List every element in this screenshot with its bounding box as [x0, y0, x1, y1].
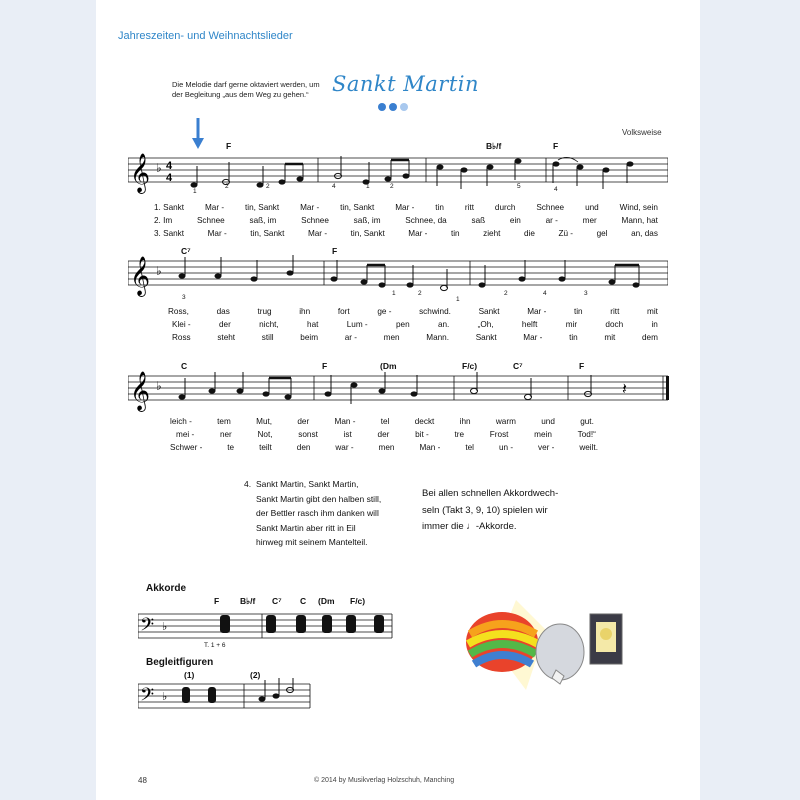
octave-note: Die Melodie darf gerne oktaviert werden, um der Begleitung „aus dem Weg zu gehen.“ [172, 80, 320, 99]
lyric-syllable: Mar - [207, 229, 227, 238]
lyric-syllable: 3. Sankt [154, 229, 185, 238]
lyric-syllable: Sankt [478, 307, 500, 316]
fingering: 1 [456, 296, 460, 303]
verse-4 [244, 477, 382, 550]
lyric-syllable: tin, Sankt [245, 203, 280, 212]
chord-label: B♭/f [240, 596, 256, 606]
lyric-syllable: Ross [172, 333, 191, 342]
lyric-syllable: ritt [610, 307, 620, 316]
fingering: 5 [517, 183, 521, 190]
lyric-syllable: men [378, 443, 395, 452]
down-arrow-icon [191, 118, 205, 150]
lyric-syllable: Tod!“ [577, 430, 596, 439]
lyric-syllable: pen [395, 320, 410, 329]
lyric-syllable: Schnee [196, 216, 225, 225]
fingering: 4 [543, 290, 547, 297]
lyric-syllable: saß [471, 216, 486, 225]
fingering: 4 [554, 186, 558, 193]
lyric-syllable: helft [521, 320, 538, 329]
chord-label: F [322, 361, 328, 371]
lyric-syllable: in [651, 320, 658, 329]
lyric-syllable: men [383, 333, 400, 342]
lyric-syllable: ritt [464, 203, 474, 212]
melody-staff-2 [128, 255, 668, 305]
difficulty-dot [389, 103, 397, 111]
lyric-syllable: tin, Sankt [350, 229, 385, 238]
difficulty-dots [378, 103, 408, 111]
verse-line: Sankt Martin, Sankt Martin, [256, 479, 359, 489]
lyric-line [176, 430, 596, 439]
lyric-syllable: tem [217, 417, 231, 426]
svg-text:4: 4 [166, 160, 173, 172]
lyric-syllable: Mar - [307, 229, 328, 238]
lyric-syllable: Man - [419, 443, 441, 452]
lyric-syllable: saß, im [249, 216, 277, 225]
lyric-syllable: bit - [415, 430, 429, 439]
lyric-syllable: warm [495, 417, 516, 426]
lyric-line [170, 443, 598, 452]
lyric-syllable: tin [450, 229, 460, 238]
lyric-syllable: Mut, [256, 417, 273, 426]
lyric-syllable: und [585, 203, 599, 212]
lyric-syllable: ist [343, 430, 352, 439]
lyric-syllable: gut. [580, 417, 594, 426]
lyric-syllable: zieht [483, 229, 501, 238]
lyric-syllable: still [261, 333, 274, 342]
lyric-syllable: dem [642, 333, 658, 342]
lyric-syllable: deckt [414, 417, 435, 426]
fingering: 2 [225, 183, 229, 190]
lyric-syllable: war - [335, 443, 354, 452]
lyric-syllable: ihn [299, 307, 311, 316]
lyric-syllable: Schnee, da [405, 216, 447, 225]
chord-label: F [214, 596, 220, 606]
chord-label: F [579, 361, 585, 371]
melody-staff-1 [128, 152, 668, 202]
svg-text:𝄞: 𝄞 [130, 256, 151, 296]
svg-text:♭: ♭ [162, 620, 168, 633]
page-number: 48 [138, 776, 147, 785]
chord-label: C⁷ [181, 246, 191, 256]
fingering: 1 [366, 183, 370, 190]
lyric-syllable: doch [605, 320, 624, 329]
svg-text:𝄞: 𝄞 [130, 371, 151, 411]
tip-line: immer die ♩-Akkorde. [422, 521, 517, 532]
lyric-syllable: „Oh, [477, 320, 494, 329]
lyric-syllable: ge - [377, 307, 392, 316]
lyric-syllable: Mar - [204, 203, 225, 212]
lyric-syllable: der [218, 320, 231, 329]
lyric-syllable: Schnee [301, 216, 329, 225]
lyric-syllable: tin [569, 333, 578, 342]
chord-label: B♭/f [486, 141, 502, 151]
difficulty-dot [378, 103, 386, 111]
lyric-syllable: schwind. [419, 307, 451, 316]
melody-staff-3 [128, 370, 670, 420]
verse-line: der Bettler rasch ihm danken will [256, 508, 379, 519]
lyric-syllable: den [296, 443, 311, 452]
begleit-heading: Begleitfiguren [146, 657, 214, 668]
svg-text:𝄽: 𝄽 [622, 379, 627, 398]
lyric-syllable: Mar - [408, 229, 428, 238]
lyric-syllable: mit [647, 307, 658, 316]
lyric-syllable: leich - [170, 417, 192, 426]
fingering: 2 [504, 290, 508, 297]
svg-text:♭: ♭ [156, 379, 162, 393]
chord-label: C⁷ [513, 361, 523, 371]
lyric-syllable: Mar - [527, 307, 547, 316]
lyric-syllable: te [227, 443, 235, 452]
lyric-syllable: Not, [257, 430, 273, 439]
lyric-line [170, 417, 594, 426]
lyric-syllable: tin [435, 203, 444, 212]
lyric-syllable: Mar - [300, 203, 320, 212]
lyric-syllable: Mar - [523, 333, 543, 342]
fingering: 2 [266, 183, 270, 190]
lyric-line [168, 307, 658, 316]
svg-text:𝄞: 𝄞 [130, 153, 151, 193]
fingering: 1 [392, 290, 396, 297]
lyric-syllable: ein [509, 216, 521, 225]
lyric-syllable: an. [437, 320, 450, 329]
svg-text:𝄢: 𝄢 [140, 615, 155, 640]
lyric-syllable: sonst [298, 430, 318, 439]
lyric-syllable: Lum - [346, 320, 368, 329]
lyric-syllable: Sankt [475, 333, 497, 342]
lyric-syllable: mit [604, 333, 616, 342]
lyric-syllable: trug [257, 307, 272, 316]
lyric-syllable: gel [596, 229, 608, 238]
lyric-syllable: tin, Sankt [340, 203, 375, 212]
lyric-syllable: tel [465, 443, 474, 452]
fingering: 3 [182, 294, 186, 301]
lyric-syllable: 2. Im [154, 216, 173, 225]
chord-label: C [300, 596, 307, 606]
chord-label: F [226, 141, 232, 151]
svg-text:♭: ♭ [156, 161, 162, 175]
lyric-syllable: Mann. [426, 333, 450, 342]
lyric-syllable: Man - [334, 417, 356, 426]
lyric-syllable: ar - [344, 333, 357, 342]
chord-label: (Dm [380, 361, 397, 371]
lyric-syllable: mein [534, 430, 552, 439]
tip-line: seln (Takt 3, 9, 10) spielen wir [422, 504, 548, 516]
songbook-page [96, 0, 700, 800]
lyric-syllable: ner [219, 430, 232, 439]
svg-text:♭: ♭ [156, 264, 162, 278]
chord-label: C⁷ [272, 596, 282, 606]
lyric-syllable: fort [337, 307, 350, 316]
lyric-syllable: tel [380, 417, 390, 426]
copyright: © 2014 by Musikverlag Holzschuh, Manching [314, 777, 455, 784]
fingering: 4 [332, 183, 336, 190]
lyric-syllable: tin [573, 307, 583, 316]
lyric-syllable: das [216, 307, 230, 316]
lyric-syllable: Klei - [172, 320, 191, 329]
lyric-syllable: steht [217, 333, 236, 342]
tip-line: Bei allen schnellen Akkordwech- [422, 488, 559, 499]
verse-number: 4. [244, 479, 252, 489]
lyric-syllable: Schnee [536, 203, 565, 212]
bass-staff-begleit [138, 678, 312, 718]
lyric-syllable: der [297, 417, 310, 426]
lyric-syllable: der [377, 430, 390, 439]
lyric-syllable: Zü - [558, 229, 574, 238]
lyric-syllable: weilt. [579, 443, 598, 452]
lyric-syllable: mir [565, 320, 578, 329]
lyric-syllable: hat [307, 320, 319, 329]
lyric-syllable: Mann, hat [621, 216, 658, 225]
figure-label: (2) [250, 670, 261, 680]
lyric-syllable: Wind, sein [619, 203, 658, 212]
song-origin: Volksweise [622, 128, 662, 137]
bass-staff-akkorde [138, 608, 394, 648]
section-header: Jahreszeiten- und Weihnachtslieder [118, 30, 293, 42]
lyric-syllable: ihn [459, 417, 471, 426]
lyric-syllable: mer [582, 216, 597, 225]
lyric-syllable: an, das [631, 229, 658, 238]
chord-label: F [553, 141, 559, 151]
lyric-syllable: nicht, [259, 320, 279, 329]
lyric-syllable: beim [300, 333, 319, 342]
verse-line: hinweg mit seinem Mantelteil. [256, 537, 368, 548]
takt-note: T. 1 + 6 [204, 642, 226, 649]
lyric-line [154, 203, 658, 212]
fingering: 1 [193, 188, 197, 195]
lyric-syllable: Frost [489, 430, 509, 439]
akkorde-heading: Akkorde [146, 583, 187, 594]
chord-label: F [332, 246, 338, 256]
lantern-illustration [456, 590, 626, 700]
svg-text:♭: ♭ [162, 690, 168, 703]
lyric-syllable: und [541, 417, 555, 426]
lyric-syllable: saß, im [353, 216, 381, 225]
lyric-syllable: un - [498, 443, 514, 452]
lyric-syllable: Mar - [395, 203, 415, 212]
lyric-syllable: tre [454, 430, 465, 439]
figure-label: (1) [184, 670, 195, 680]
difficulty-dot [400, 103, 408, 111]
fingering: 2 [418, 290, 422, 297]
lyric-syllable: mei - [176, 430, 195, 439]
lyric-syllable: 1. Sankt [154, 203, 185, 212]
lyric-syllable: tin, Sankt [250, 229, 285, 238]
chord-label: (Dm [318, 596, 335, 606]
verse-line: Sankt Martin gibt den halben still, [256, 493, 382, 504]
lyric-syllable: Schwer - [170, 443, 203, 452]
chord-label: F/c) [462, 361, 478, 371]
fingering: 3 [584, 290, 588, 297]
lyric-syllable: ar - [545, 216, 558, 225]
chord-tip [422, 486, 602, 536]
verse-line: Sankt Martin aber ritt in Eil [256, 522, 356, 533]
chord-label: C [181, 361, 188, 371]
svg-text:𝄢: 𝄢 [140, 685, 155, 710]
svg-text:4: 4 [166, 172, 173, 184]
lyric-syllable: die [523, 229, 535, 238]
fingering: 2 [390, 183, 394, 190]
song-title: Sankt Martin [332, 72, 480, 96]
lyric-syllable: teilt [259, 443, 272, 452]
lyric-line [154, 216, 658, 225]
lyric-line [172, 320, 658, 329]
lyric-syllable: durch [494, 203, 516, 212]
chord-label: F/c) [350, 596, 366, 606]
lyric-line [154, 229, 658, 238]
lyric-line [172, 333, 658, 342]
lyric-syllable: ver - [538, 443, 555, 452]
lyric-syllable: Ross, [168, 307, 189, 316]
